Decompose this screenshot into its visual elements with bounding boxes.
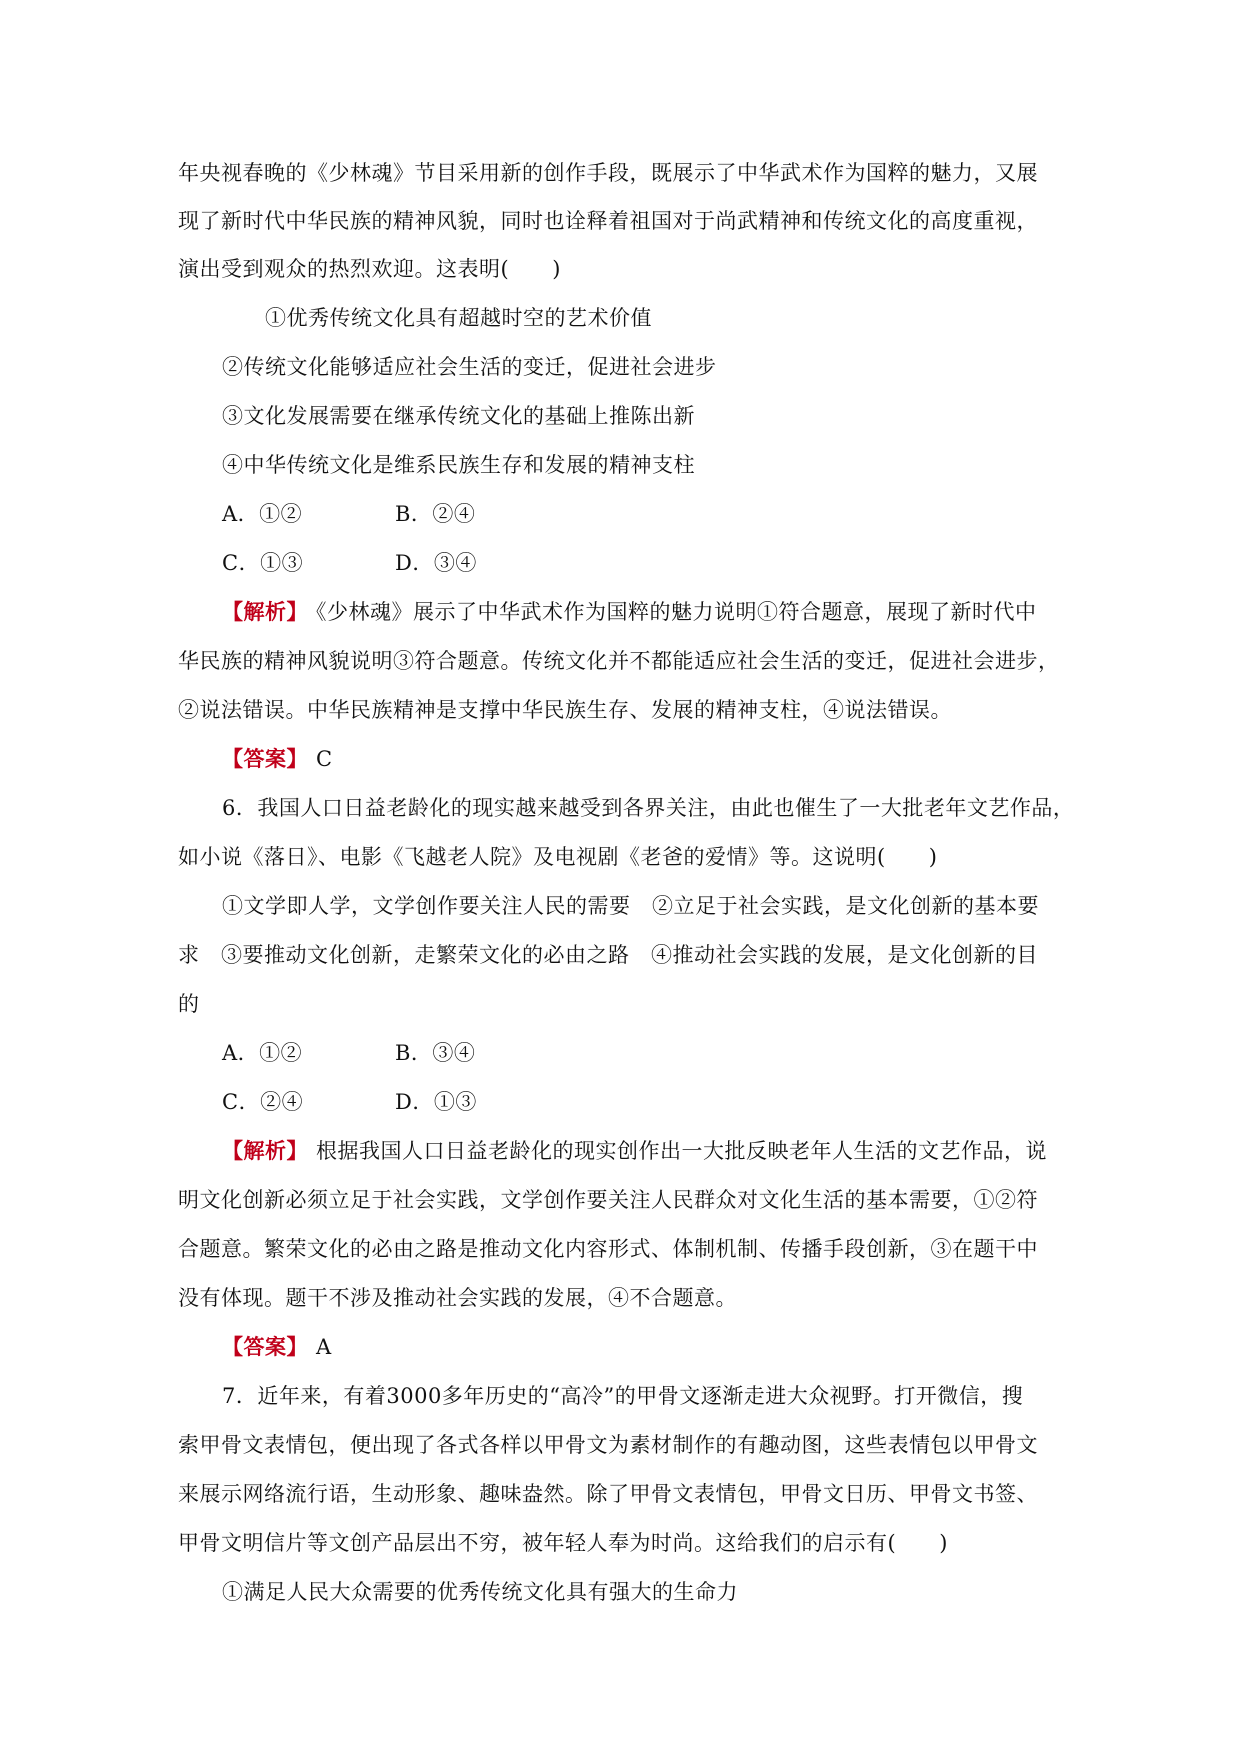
q5-statement-1: ①优秀传统文化具有超越时空的艺术价值 xyxy=(265,306,652,330)
q6-statement-line-3: 的 xyxy=(178,992,200,1016)
q5-option-d: D．③④ xyxy=(395,551,477,575)
q5-analysis-line-3: ②说法错误。中华民族精神是支撑中华民族生存、发展的精神支柱，④说法错误。 xyxy=(178,698,952,722)
q7-stem-line-3: 来展示网络流行语，生动形象、趣味盎然。除了甲骨文表情包，甲骨文日历、甲骨文书签、 xyxy=(178,1482,1038,1506)
q5-option-a: A．①② xyxy=(222,502,303,526)
q6-analysis-line-1 xyxy=(222,1136,1047,1166)
q6-analysis-tag: 【解析】 xyxy=(222,1138,308,1163)
q6-analysis-line-2: 明文化创新必须立足于社会实践，文学创作要关注人民群众对文化生活的基本需要，①②符 xyxy=(178,1188,1038,1212)
q5-statement-4: ④中华传统文化是维系民族生存和发展的精神支柱 xyxy=(222,453,695,477)
q7-statement-1: ①满足人民大众需要的优秀传统文化具有强大的生命力 xyxy=(222,1580,738,1604)
q6-option-a: A．①② xyxy=(222,1041,303,1065)
q5-statement-2: ②传统文化能够适应社会生活的变迁，促进社会进步 xyxy=(222,355,717,379)
q5-stem-line-3: 演出受到观众的热烈欢迎。这表明( ) xyxy=(178,257,561,281)
q6-option-c: C．②④ xyxy=(222,1090,304,1114)
q5-analysis-line-1 xyxy=(222,597,1037,627)
q5-answer-line xyxy=(222,744,333,774)
q5-stem-line-2: 现了新时代中华民族的精神风貌，同时也诠释着祖国对于尚武精神和传统文化的高度重视， xyxy=(178,209,1038,233)
q6-statement-line-2: 求 ③要推动文化创新，走繁荣文化的必由之路 ④推动社会实践的发展，是文化创新的目 xyxy=(178,943,1038,967)
q7-stem-line-2: 索甲骨文表情包，便出现了各式各样以甲骨文为素材制作的有趣动图，这些表情包以甲骨文 xyxy=(178,1433,1038,1457)
q6-analysis-line-3: 合题意。繁荣文化的必由之路是推动文化内容形式、体制机制、传播手段创新，③在题干中 xyxy=(178,1237,1038,1261)
q6-analysis-text-1: 根据我国人口日益老龄化的现实创作出一大批反映老年人生活的文艺作品，说 xyxy=(316,1139,1047,1163)
q7-stem-line-1: 7．近年来，有着3000多年历史的“高冷”的甲骨文逐渐走进大众视野。打开微信，搜 xyxy=(222,1384,1024,1408)
q6-option-d: D．①③ xyxy=(395,1090,477,1114)
q5-option-c: C．①③ xyxy=(222,551,304,575)
q6-answer-value: A xyxy=(316,1335,332,1359)
q6-stem-line-2: 如小说《落日》、电影《飞越老人院》及电视剧《老爸的爱情》等。这说明( ) xyxy=(178,845,938,869)
q7-stem-line-4: 甲骨文明信片等文创产品层出不穷，被年轻人奉为时尚。这给我们的启示有( ) xyxy=(178,1531,948,1555)
q6-statement-line-1: ①文学即人学，文学创作要关注人民的需要 ②立足于社会实践，是文化创新的基本要 xyxy=(222,894,1039,918)
q5-answer-value: C xyxy=(316,747,333,771)
q6-stem-line-1: 6．我国人口日益老龄化的现实越来越受到各界关注，由此也催生了一大批老年文艺作品， xyxy=(222,796,1075,820)
q6-answer-line xyxy=(222,1332,332,1362)
q6-option-b: B．③④ xyxy=(395,1041,476,1065)
q5-analysis-tag: 【解析】 xyxy=(222,599,308,624)
q6-analysis-line-4: 没有体现。题干不涉及推动社会实践的发展，④不合题意。 xyxy=(178,1286,737,1310)
q5-analysis-text-1: 《少林魂》展示了中华武术作为国粹的魅力说明①符合题意，展现了新时代中 xyxy=(316,600,1037,624)
q5-analysis-line-2: 华民族的精神风貌说明③符合题意。传统文化并不都能适应社会生活的变迁，促进社会进步， xyxy=(178,649,1060,673)
q5-statement-3: ③文化发展需要在继承传统文化的基础上推陈出新 xyxy=(222,404,695,428)
q5-answer-tag: 【答案】 xyxy=(222,746,308,771)
q5-option-b: B．②④ xyxy=(395,502,476,526)
q5-stem-line-1: 年央视春晚的《少林魂》节目采用新的创作手段，既展示了中华武术作为国粹的魅力，又展 xyxy=(178,161,1038,185)
q6-answer-tag: 【答案】 xyxy=(222,1334,308,1359)
